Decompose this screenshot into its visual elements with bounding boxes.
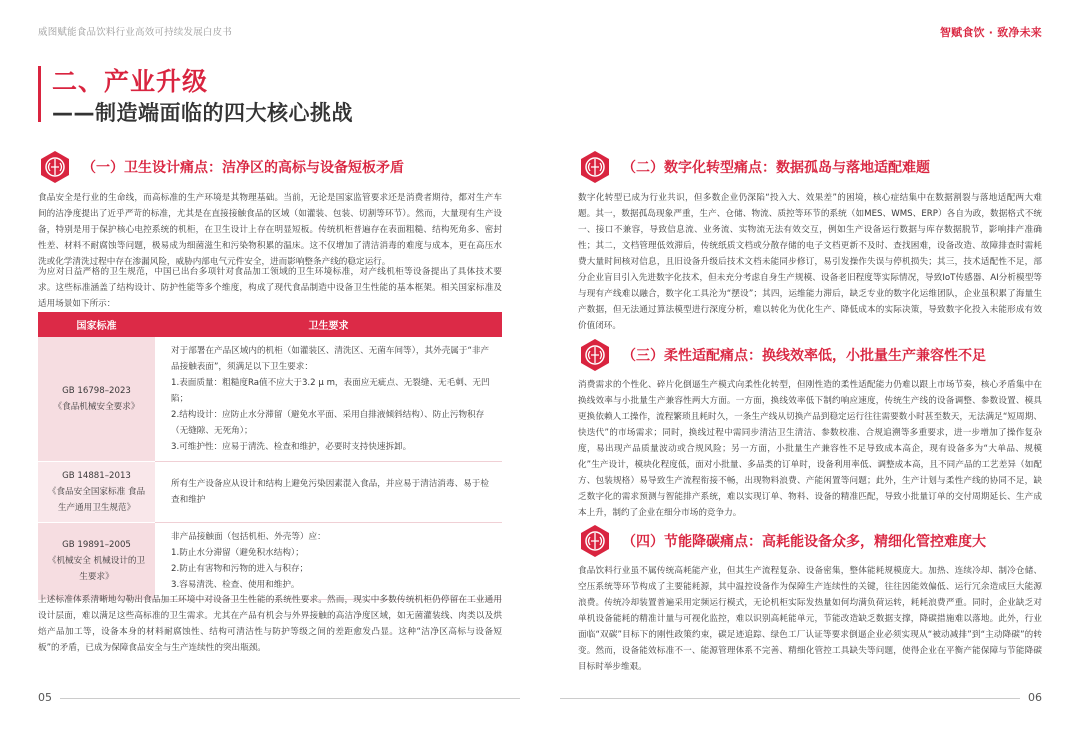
heading-digital [578, 150, 940, 184]
table-row [38, 462, 502, 523]
heading-energy-text: （四）节能降碳痛点：高耗能设备众多，精细化管控难度大 [618, 529, 996, 553]
running-head-slogan: 智赋食饮 · 致净未来 [939, 26, 1042, 39]
brain-icon [38, 150, 72, 184]
heading-hygiene-text: （一）卫生设计痛点：洁净区的高标与设备短板矛盾 [78, 155, 414, 179]
heading-flexible [578, 338, 996, 372]
standard-cell: GB 19891–2005 《机械安全 机械设计的卫生要求》 [38, 523, 155, 600]
section-subtitle: ——制造端面临的四大核心挑战 [52, 101, 353, 125]
page-number: 06 [1028, 691, 1042, 704]
requirement-cell: 所有生产设备应从设计和结构上避免污染因素混入食品，并应易于清洁消毒、易于检查和维护 [155, 462, 502, 523]
standard-cell: GB 16798–2023 《食品机械安全要求》 [38, 337, 155, 462]
brain-icon [578, 524, 612, 558]
heading-energy [578, 524, 996, 558]
heading-flexible-text: （三）柔性适配痛点：换线效率低，小批量生产兼容性不足 [618, 343, 996, 367]
running-head-title: 威图赋能食品饮料行业高效可持续发展白皮书 [38, 27, 233, 38]
paragraph-hygiene-intro: 食品安全是行业的生命线，而高标准的生产环境是其物理基础。当前，无论是国家监管要求还是消费者期待，都对生产车间的洁净度提出了近乎严苛的标准，尤其是在直接接触食品的区域（如灌装、包装、切割等环节）。然而，大量现有生产设备，特别是用于保护核心电控系统的机柜，在卫生设计上存在明显短板。传统机柜普遍存在表面粗糙、结构死角多、密封性差、材料不耐腐蚀等问题，极易成为细菌滋生和污染物积累的温床。这不仅增加了清洁消毒的难度与成本，更在高压水洗或化学清洗过程中存在渗漏风险，威胁内部电气元件安全，进而影响整条产线的稳定运行。 [38, 193, 502, 267]
table-header-requirements: 卫生要求 [155, 312, 502, 337]
footer-rule [560, 698, 1020, 699]
paragraph-standards-conclusion: 上述标准体系清晰地勾勒出食品加工环境中对设备卫生性能的系统性要求。然而，现实中多数传统机柜仍停留在工业通用设计层面，难以满足这些高标准的卫生需求。尤其在产品有机会与外界接触的高洁净度区域，如无菌灌装线、肉类以及烘焙产品加工等，设备本身的材料耐腐蚀性、结构可清洁性与防护等级之间的差距愈发凸显。这种“洁净区高标与设备短板”的矛盾，已成为保障食品安全与生产连续性的突出瓶颈。 [38, 595, 502, 653]
paragraph-energy: 食品饮料行业虽不属传统高耗能产业，但其生产流程复杂、设备密集，整体能耗规模庞大。加热、连续冷却、制冷仓储、空压系统等环节构成了主要能耗源，其中温控设备作为保障生产连续性的关键，往往因能效偏低、运行冗余造成巨大能源浪费。传统冷却装置普遍采用定频运行模式，无论机柜实际发热量如何均满负荷运转，耗耗浪费严重。同时，企业缺乏对单机设备能耗的精准计量与可视化监控，难以识别高耗能单元，节能改造缺乏数据支撑，降碳措施难以落地。此外，行业面临“双碳”目标下的刚性政策约束，碳足迹追踪、绿色工厂认证等要求倒逼企业必须实现从“被动减排”到“主动降碳”的转变。然而，设备能效标准不一、能源管理体系不完善、精细化管控工具缺失等问题，使得企业在平衡产能保障与节能降碳目标时举步维艰。 [578, 566, 1042, 672]
heading-hygiene [38, 150, 414, 184]
paragraph-digital: 数字化转型已成为行业共识，但多数企业仍深陷“投入大、效果差”的困境，核心症结集中在数据割裂与落地适配两大难题。其一，数据孤岛现象严重，生产、仓储、物流、质控等环节的系统（如MES、WMS、ERP）各自为政，数据格式不统一、接口不兼容，导致信息流、业务流、实物流无法有效交互，例如生产设备运行数据与库存数据脱节，影响排产准确性；其二，文档管理低效滞后，传统纸质文档或分散存储的电子文档更新不及时、查找困难，设备改造、故障排查时需耗费大量时间核对信息，且旧设备升级后技术文档未能同步修订，易引发操作失误与停机损失；其三，技术适配性不足，部分企业盲目引入先进数字化技术，但未充分考虑自身生产规模、设备老旧程度等实际情况，导致IoT传感器、AI分析模型等与现有产线难以融合，数字化工具沦为“摆设”；其四，运维能力滞后，缺乏专业的数字化运维团队，企业虽积累了海量生产数据，但无法通过算法模型进行深度分析，难以转化为优化生产、降低成本的实际决策，导致数字化投入未能形成有效价值闭环。 [578, 193, 1042, 331]
page-number: 05 [38, 691, 52, 704]
right-page [540, 0, 1080, 733]
brain-icon [578, 338, 612, 372]
requirement-cell: 非产品接触面（包括机柜、外壳等）应： 1.防止水分滞留（避免积水结构）； 2.防止有害物和污物的进入与积存； 3.容易清洗、检查、使用和维护。 [155, 523, 502, 600]
table-row [38, 337, 502, 462]
section-title: 二、产业升级 [52, 67, 209, 96]
section-accent-bar [38, 66, 41, 122]
table-row [38, 523, 502, 600]
requirement-cell: 对于部署在产品区域内的机柜（如灌装区、清洗区、无菌车间等），其外壳属于“非产品接触表面”，须满足以下卫生要求： 1.表面质量：粗糙度Ra值不应大于3.2 μ m，表面应无疵点、无裂缝、无毛刺、无凹陷； 2.结构设计：应防止水分滞留（避免水平面、采用自排液倾斜结构）、防止污物积存（无缝隙、无死角）； 3.可维护性：应易于清洗、检查和维护，必要时支持快速拆卸。 [155, 337, 502, 462]
standard-cell: GB 14881–2013 《食品安全国家标准 食品生产通用卫生规范》 [38, 462, 155, 523]
footer-rule [60, 698, 520, 699]
brain-icon [578, 150, 612, 184]
paragraph-standards-intro: 为应对日益严格的卫生规范，中国已出台多项针对食品加工领域的卫生环境标准，对产线机柜等设备提出了具体技术要求。这些标准涵盖了结构设计、防护性能等多个维度，构成了现代食品制造中设备卫生性能的基本框架。相关国家标准及适用场景如下所示： [38, 267, 502, 309]
standards-table [38, 312, 502, 600]
heading-digital-text: （二）数字化转型痛点：数据孤岛与落地适配难题 [618, 155, 940, 179]
table-header-standard: 国家标准 [38, 312, 155, 337]
paragraph-flexible: 消费需求的个性化、碎片化倒逼生产模式向柔性化转型，但刚性造的柔性适配能力仍难以跟上市场节奏，核心矛盾集中在换线效率与小批量生产兼容性两大方面。一方面，换线效率低下制约响应速度，传统生产线的设备调整、参数设置、模具更换依赖人工操作，流程繁琐且耗时久，一条生产线从切换产品到稳定运行往往需要数小时甚至数天，无法满足“短周期、快迭代”的市场需求；同时，换线过程中需同步清洁卫生清洁、参数校准、合规追溯等多重要求，进一步增加了操作复杂度，易出现产品质量波动或合规风险；另一方面，小批量生产兼容性不足导致成本高企，现有设备多为“大单品、规模化”生产设计，模块化程度低，面对小批量、多品类的订单时，设备利用率低、调整成本高，且不同产品的工艺差异（如配方、包装规格）易导致生产流程衔接不畅，出现物料浪费、产能闲置等问题；此外，生产计划与柔性产线的协同不足，缺乏数字化的需求预测与智能排产系统，难以实现订单、物料、设备的精准匹配，导致小批量订单的交付周期延长、生产成本上升，制约了企业在细分市场的竞争力。 [578, 380, 1042, 518]
